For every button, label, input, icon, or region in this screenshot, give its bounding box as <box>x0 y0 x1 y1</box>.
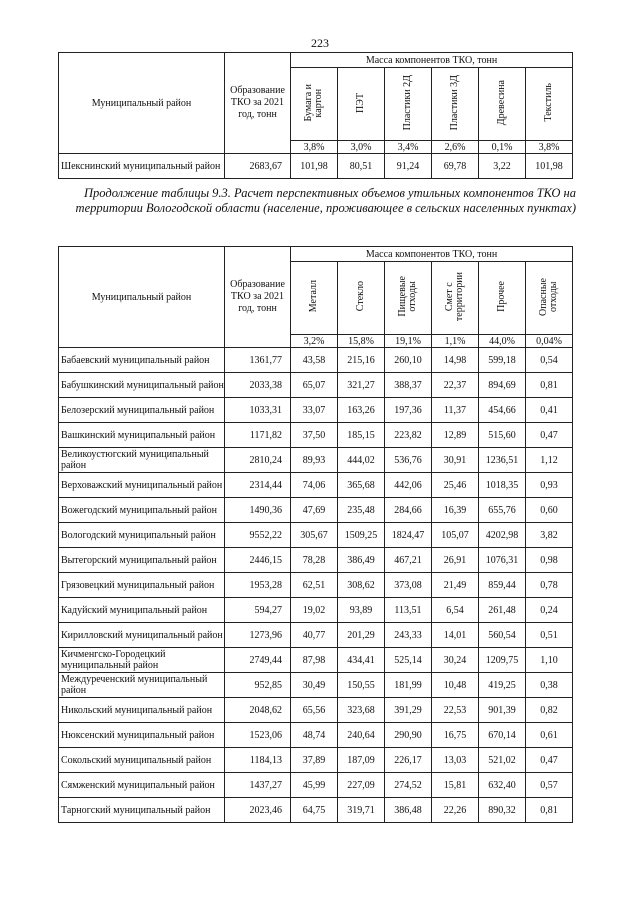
component-label: Пластики 2Д <box>402 74 413 131</box>
formation-value: 9552,22 <box>225 523 291 548</box>
component-value: 91,24 <box>385 154 432 179</box>
formation-value: 1953,28 <box>225 573 291 598</box>
table-row <box>59 573 573 598</box>
municipality-name: Нюксенский муниципальный район <box>59 723 225 748</box>
component-value: 0,24 <box>526 598 573 623</box>
component-value: 444,02 <box>338 448 385 473</box>
component-value: 1509,25 <box>338 523 385 548</box>
table-row <box>59 548 573 573</box>
component-header <box>291 262 338 335</box>
header-formation: Образование ТКО за 2021 год, тонн <box>225 53 291 154</box>
formation-value: 1033,31 <box>225 398 291 423</box>
component-value: 30,24 <box>432 648 479 673</box>
component-value: 0,60 <box>526 498 573 523</box>
municipality-name: Кирилловский муниципальный район <box>59 623 225 648</box>
table-row <box>59 623 573 648</box>
component-label: Прочее <box>496 281 507 312</box>
component-label: Древесина <box>496 79 507 126</box>
component-label: Опасные отходы <box>538 277 560 316</box>
municipality-name: Бабушкинский муниципальный район <box>59 373 225 398</box>
page-number: 223 <box>311 36 329 50</box>
component-value: 93,89 <box>338 598 385 623</box>
table-row <box>59 748 573 773</box>
component-value: 65,07 <box>291 373 338 398</box>
component-value: 22,26 <box>432 798 479 823</box>
formation-value: 952,85 <box>225 673 291 698</box>
table-paper-plastics <box>58 52 573 179</box>
component-header <box>526 262 573 335</box>
municipality-name: Кичменгско-Городецкий муниципальный район <box>59 648 225 673</box>
component-value: 274,52 <box>385 773 432 798</box>
percent-cell: 1,1% <box>432 335 479 348</box>
component-value: 0,61 <box>526 723 573 748</box>
component-value: 521,02 <box>479 748 526 773</box>
municipality-name: Белозерский муниципальный район <box>59 398 225 423</box>
component-value: 388,37 <box>385 373 432 398</box>
component-value: 101,98 <box>291 154 338 179</box>
component-value: 391,29 <box>385 698 432 723</box>
component-value: 1076,31 <box>479 548 526 573</box>
municipality-name: Сокольский муниципальный район <box>59 748 225 773</box>
component-header <box>338 68 385 141</box>
component-value: 243,33 <box>385 623 432 648</box>
component-value: 19,02 <box>291 598 338 623</box>
component-value: 101,98 <box>526 154 573 179</box>
component-value: 515,60 <box>479 423 526 448</box>
component-value: 223,82 <box>385 423 432 448</box>
component-value: 386,48 <box>385 798 432 823</box>
component-value: 30,49 <box>291 673 338 698</box>
formation-value: 2810,24 <box>225 448 291 473</box>
formation-value: 2683,67 <box>225 154 291 179</box>
component-value: 3,82 <box>526 523 573 548</box>
component-value: 319,71 <box>338 798 385 823</box>
component-value: 655,76 <box>479 498 526 523</box>
component-value: 599,18 <box>479 348 526 373</box>
component-value: 0,41 <box>526 398 573 423</box>
component-value: 284,66 <box>385 498 432 523</box>
component-value: 14,01 <box>432 623 479 648</box>
component-value: 632,40 <box>479 773 526 798</box>
component-header <box>385 68 432 141</box>
table-row <box>59 398 573 423</box>
component-value: 37,89 <box>291 748 338 773</box>
component-value: 187,09 <box>338 748 385 773</box>
component-value: 894,69 <box>479 373 526 398</box>
component-value: 0,78 <box>526 573 573 598</box>
component-header <box>385 262 432 335</box>
header-municipality: Муниципальный район <box>59 53 225 154</box>
municipality-name: Никольский муниципальный район <box>59 698 225 723</box>
municipality-name: Вашкинский муниципальный район <box>59 423 225 448</box>
component-value: 1,12 <box>526 448 573 473</box>
municipality-name: Сямженский муниципальный район <box>59 773 225 798</box>
component-value: 365,68 <box>338 473 385 498</box>
table-row <box>59 373 573 398</box>
table-row <box>59 598 573 623</box>
component-value: 181,99 <box>385 673 432 698</box>
component-value: 22,53 <box>432 698 479 723</box>
component-value: 45,99 <box>291 773 338 798</box>
municipality-name: Вожегодский муниципальный район <box>59 498 225 523</box>
percent-cell: 0,04% <box>526 335 573 348</box>
component-value: 11,37 <box>432 398 479 423</box>
percent-cell: 0,1% <box>479 141 526 154</box>
header-group: Масса компонентов ТКО, тонн <box>291 53 573 68</box>
component-value: 37,50 <box>291 423 338 448</box>
component-value: 536,76 <box>385 448 432 473</box>
component-value: 105,07 <box>432 523 479 548</box>
component-value: 419,25 <box>479 673 526 698</box>
component-value: 1018,35 <box>479 473 526 498</box>
component-value: 40,77 <box>291 623 338 648</box>
municipality-name: Шекснинский муниципальный район <box>59 154 225 179</box>
table-row <box>59 154 573 179</box>
formation-value: 2023,46 <box>225 798 291 823</box>
percent-cell: 2,6% <box>432 141 479 154</box>
component-value: 0,93 <box>526 473 573 498</box>
header-formation: Образование ТКО за 2021 год, тонн <box>225 247 291 348</box>
component-label: Пластики 3Д <box>449 74 460 131</box>
component-value: 15,81 <box>432 773 479 798</box>
component-value: 16,75 <box>432 723 479 748</box>
component-value: 0,38 <box>526 673 573 698</box>
component-value: 227,09 <box>338 773 385 798</box>
component-value: 235,48 <box>338 498 385 523</box>
component-value: 65,56 <box>291 698 338 723</box>
component-value: 454,66 <box>479 398 526 423</box>
component-header <box>291 68 338 141</box>
formation-value: 2446,15 <box>225 548 291 573</box>
component-value: 62,51 <box>291 573 338 598</box>
component-value: 670,14 <box>479 723 526 748</box>
component-value: 22,37 <box>432 373 479 398</box>
component-header <box>479 262 526 335</box>
table-row <box>59 523 573 548</box>
component-value: 74,06 <box>291 473 338 498</box>
component-value: 525,14 <box>385 648 432 673</box>
component-label: Стекло <box>355 281 366 312</box>
component-value: 80,51 <box>338 154 385 179</box>
component-value: 25,46 <box>432 473 479 498</box>
table-row <box>59 773 573 798</box>
table-row <box>59 423 573 448</box>
component-value: 64,75 <box>291 798 338 823</box>
component-value: 467,21 <box>385 548 432 573</box>
component-value: 69,78 <box>432 154 479 179</box>
percent-cell: 3,4% <box>385 141 432 154</box>
municipality-name: Великоустюгский муниципальный район <box>59 448 225 473</box>
percent-cell: 19,1% <box>385 335 432 348</box>
component-value: 0,82 <box>526 698 573 723</box>
component-value: 197,36 <box>385 398 432 423</box>
component-value: 6,54 <box>432 598 479 623</box>
component-value: 13,03 <box>432 748 479 773</box>
component-label: Смет с территории <box>444 271 465 322</box>
formation-value: 2314,44 <box>225 473 291 498</box>
component-value: 321,27 <box>338 373 385 398</box>
table-caption: Продолжение таблицы 9.3. Расчет перспективных объемов утильных компонентов ТКО на территории Вологодской области (население, проживающее в сельских населенных пунктах) <box>75 186 576 215</box>
component-value: 0,98 <box>526 548 573 573</box>
component-value: 386,49 <box>338 548 385 573</box>
table-row <box>59 348 573 373</box>
component-value: 4202,98 <box>479 523 526 548</box>
table-row <box>59 473 573 498</box>
formation-value: 1361,77 <box>225 348 291 373</box>
component-value: 185,15 <box>338 423 385 448</box>
component-value: 43,58 <box>291 348 338 373</box>
table-row <box>59 648 573 673</box>
formation-value: 1184,13 <box>225 748 291 773</box>
component-value: 305,67 <box>291 523 338 548</box>
percent-cell: 44,0% <box>479 335 526 348</box>
table-row <box>59 798 573 823</box>
component-value: 859,44 <box>479 573 526 598</box>
component-value: 87,98 <box>291 648 338 673</box>
municipality-name: Междуреченский муниципальный район <box>59 673 225 698</box>
component-value: 901,39 <box>479 698 526 723</box>
municipality-name: Грязовецкий муниципальный район <box>59 573 225 598</box>
component-value: 0,47 <box>526 423 573 448</box>
formation-value: 1273,96 <box>225 623 291 648</box>
formation-value: 1490,36 <box>225 498 291 523</box>
component-value: 290,90 <box>385 723 432 748</box>
component-value: 201,29 <box>338 623 385 648</box>
component-value: 21,49 <box>432 573 479 598</box>
component-value: 215,16 <box>338 348 385 373</box>
component-value: 308,62 <box>338 573 385 598</box>
component-value: 33,07 <box>291 398 338 423</box>
component-value: 0,81 <box>526 798 573 823</box>
municipality-name: Верховажский муниципальный район <box>59 473 225 498</box>
component-value: 240,64 <box>338 723 385 748</box>
component-header <box>526 68 573 141</box>
formation-value: 1171,82 <box>225 423 291 448</box>
component-value: 442,06 <box>385 473 432 498</box>
formation-value: 594,27 <box>225 598 291 623</box>
percent-cell: 3,0% <box>338 141 385 154</box>
formation-value: 2749,44 <box>225 648 291 673</box>
component-label: Текстиль <box>543 83 555 122</box>
municipality-name: Тарногский муниципальный район <box>59 798 225 823</box>
component-value: 78,28 <box>291 548 338 573</box>
component-value: 890,32 <box>479 798 526 823</box>
component-value: 0,47 <box>526 748 573 773</box>
header-group: Масса компонентов ТКО, тонн <box>291 247 573 262</box>
component-value: 0,57 <box>526 773 573 798</box>
formation-value: 2048,62 <box>225 698 291 723</box>
component-value: 560,54 <box>479 623 526 648</box>
component-value: 163,26 <box>338 398 385 423</box>
municipality-name: Кадуйский муниципальный район <box>59 598 225 623</box>
component-value: 89,93 <box>291 448 338 473</box>
component-value: 1824,47 <box>385 523 432 548</box>
component-value: 12,89 <box>432 423 479 448</box>
component-value: 0,81 <box>526 373 573 398</box>
percent-cell: 3,8% <box>291 141 338 154</box>
component-value: 261,48 <box>479 598 526 623</box>
percent-cell: 3,8% <box>526 141 573 154</box>
component-value: 10,48 <box>432 673 479 698</box>
component-value: 16,39 <box>432 498 479 523</box>
component-value: 150,55 <box>338 673 385 698</box>
component-value: 47,69 <box>291 498 338 523</box>
component-value: 30,91 <box>432 448 479 473</box>
table-row <box>59 448 573 473</box>
component-value: 434,41 <box>338 648 385 673</box>
component-header <box>338 262 385 335</box>
component-label: ПЭТ <box>355 92 366 113</box>
table-row <box>59 723 573 748</box>
component-value: 48,74 <box>291 723 338 748</box>
component-value: 3,22 <box>479 154 526 179</box>
component-header <box>432 262 479 335</box>
municipality-name: Вологодский муниципальный район <box>59 523 225 548</box>
component-value: 1209,75 <box>479 648 526 673</box>
component-header <box>432 68 479 141</box>
component-value: 226,17 <box>385 748 432 773</box>
component-label: Пищевые отходы <box>397 276 418 317</box>
table-row <box>59 698 573 723</box>
component-value: 0,51 <box>526 623 573 648</box>
component-value: 323,68 <box>338 698 385 723</box>
header-municipality: Муниципальный район <box>59 247 225 348</box>
component-value: 1236,51 <box>479 448 526 473</box>
component-value: 1,10 <box>526 648 573 673</box>
table-metal-hazardous <box>58 246 573 823</box>
component-value: 0,54 <box>526 348 573 373</box>
table-row <box>59 673 573 698</box>
percent-cell: 3,2% <box>291 335 338 348</box>
municipality-name: Вытегорский муниципальный район <box>59 548 225 573</box>
component-label: Металл <box>308 280 319 313</box>
component-value: 26,91 <box>432 548 479 573</box>
formation-value: 1523,06 <box>225 723 291 748</box>
formation-value: 2033,38 <box>225 373 291 398</box>
municipality-name: Бабаевский муниципальный район <box>59 348 225 373</box>
component-value: 260,10 <box>385 348 432 373</box>
component-header <box>479 68 526 141</box>
component-label: Бумага и картон <box>303 83 324 122</box>
table-body <box>59 247 573 823</box>
component-value: 373,08 <box>385 573 432 598</box>
table-body <box>59 53 573 179</box>
component-value: 113,51 <box>385 598 432 623</box>
component-value: 14,98 <box>432 348 479 373</box>
percent-cell: 15,8% <box>338 335 385 348</box>
table-row <box>59 498 573 523</box>
formation-value: 1437,27 <box>225 773 291 798</box>
